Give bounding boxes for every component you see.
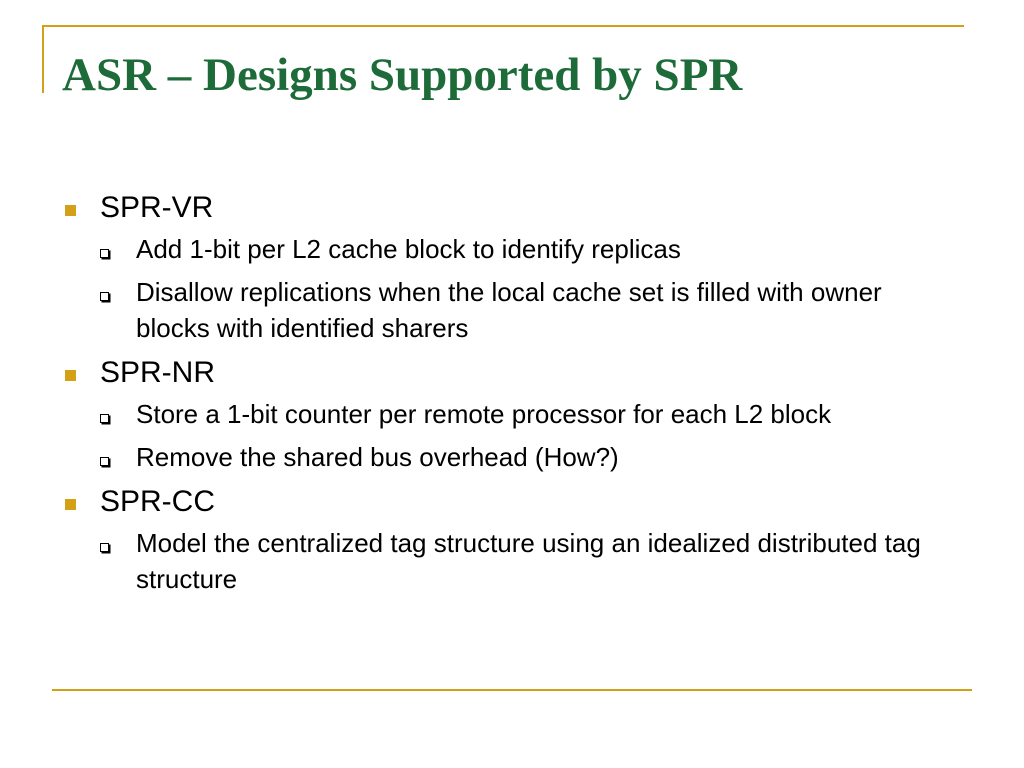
sub-bullet-text: Add 1-bit per L2 cache block to identify replicas [136,234,681,264]
sub-bullet-item [62,231,962,267]
frame-left-line [42,25,44,93]
square-bullet-icon [65,499,76,510]
bullet-item-spr-nr [62,353,962,393]
square-bullet-icon [65,370,76,381]
sub-bullet-item [62,439,962,475]
bullet-item-spr-cc [62,482,962,522]
sub-bullet-item [62,274,962,346]
square-bullet-icon [65,205,76,216]
sub-bullet-item [62,396,962,432]
bullet-label: SPR-CC [100,485,216,518]
bullet-item-spr-vr [62,188,962,228]
bullet-label: SPR-NR [100,356,216,389]
hollow-square-bullet-icon [100,292,109,301]
bullet-label: SPR-VR [100,191,214,224]
hollow-square-bullet-icon [100,249,109,258]
sub-bullet-item [62,525,962,597]
frame-bottom-line [52,689,972,691]
hollow-square-bullet-icon [100,543,109,552]
hollow-square-bullet-icon [100,414,109,423]
slide-title: ASR – Designs Supported by SPR [62,49,743,101]
frame-top-line [42,25,964,27]
sub-bullet-text: Store a 1-bit counter per remote processor for each L2 block [136,399,832,429]
sub-bullet-text: Remove the shared bus overhead (How?) [136,442,619,472]
sub-bullet-text: Disallow replications when the local cache set is filled with owner blocks with identified sharers [136,277,882,343]
hollow-square-bullet-icon [100,457,109,466]
sub-bullet-text: Model the centralized tag structure using an idealized distributed tag structure [136,528,921,594]
bullet-list [62,188,962,604]
